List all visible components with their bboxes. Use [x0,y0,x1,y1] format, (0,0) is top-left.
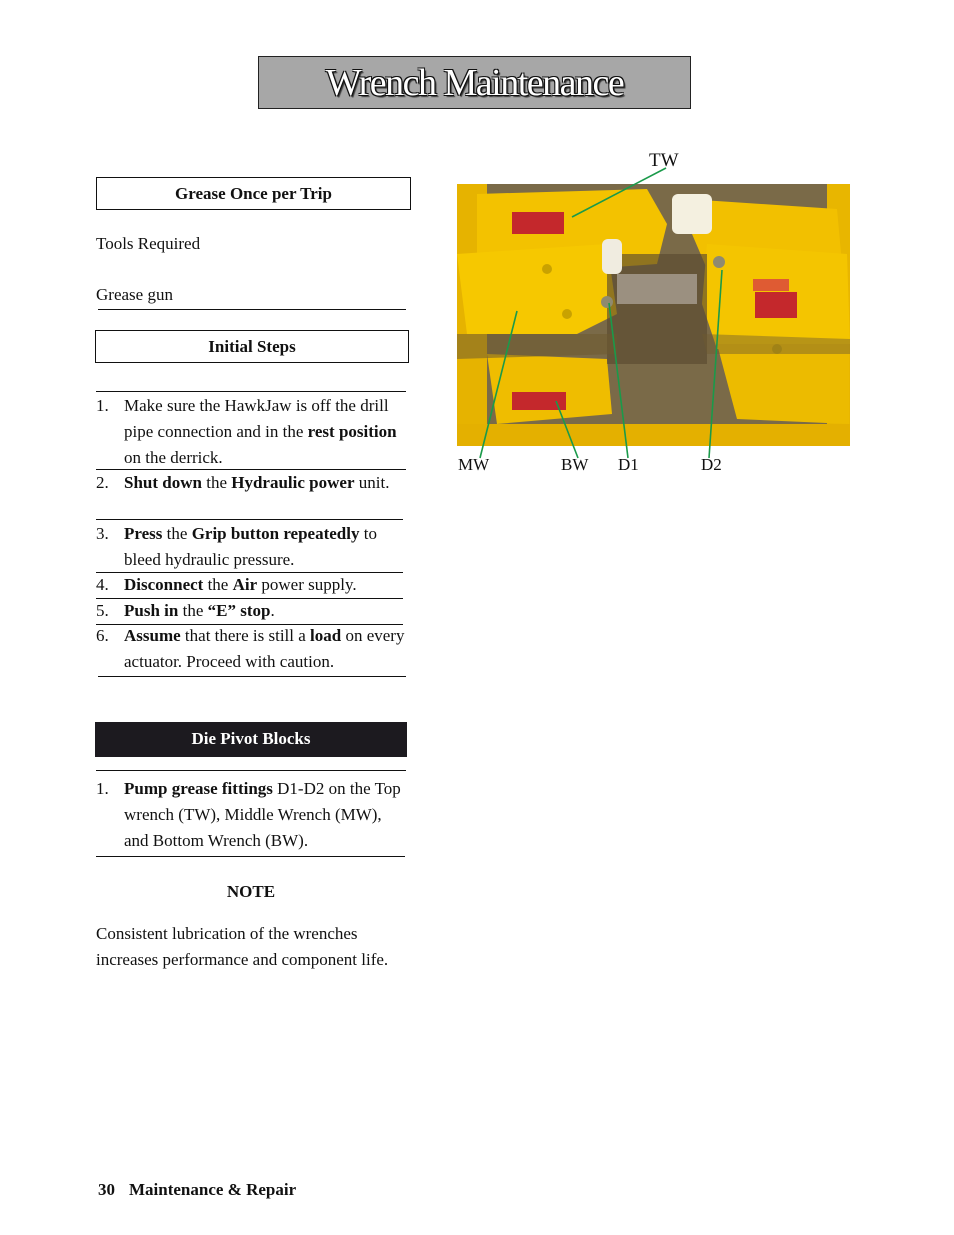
divider [96,856,405,857]
step-emphasis: Push in [124,601,179,620]
step-fragment: that there is still a [180,626,311,645]
label-tw: TW [649,150,679,171]
step-emphasis: Air [232,575,258,594]
step-emphasis: Disconnect [124,575,204,594]
step-text [124,776,406,854]
step-emphasis: Hydraulic power [231,473,355,492]
step-fragment: Make sure the HawkJaw is off the drill pipe connection and in the [124,396,389,441]
step-fragment: on every actuator. Proceed with caution. [124,626,405,671]
page-number: 30 [98,1180,115,1199]
label-d1: D1 [618,455,639,474]
grease-section-header: Grease Once per Trip [96,177,411,210]
step-emphasis: load [310,626,342,645]
step-emphasis: Press [124,524,163,543]
step-text [124,393,406,471]
divider [96,770,406,771]
step-fragment: . [270,601,275,620]
step-number: 6. [96,626,109,645]
step-emphasis: rest position [307,422,397,441]
step-fragment: the [178,601,208,620]
note-header: NOTE [226,882,276,901]
step-text [124,572,406,598]
page-footer [98,1180,296,1200]
step-number: 1. [96,779,109,798]
step-emphasis: Pump grease fittings [124,779,273,798]
step-fragment: to bleed hydraulic pressure. [124,524,377,569]
step-emphasis: “E” stop [207,601,271,620]
wrench-photo [457,184,850,446]
label-bw: BW [561,455,589,474]
note-text: Consistent lubrication of the wrenches increases performance and component life. [96,924,389,969]
step-number: 5. [96,601,109,620]
divider [98,676,406,677]
divider [98,309,406,310]
step-emphasis: Assume [124,626,181,645]
step-text [124,470,406,496]
step-fragment: on the derrick. [124,448,223,467]
label-mw: MW [458,455,490,474]
step-text [124,521,406,573]
tools-required-label: Tools Required [96,234,201,253]
step-number: 4. [96,575,109,594]
die-pivot-header: Die Pivot Blocks [95,722,407,757]
step-fragment: the [162,524,192,543]
tool-grease-gun: Grease gun [96,285,173,304]
footer-section: Maintenance & Repair [129,1180,297,1199]
step-fragment: the [203,575,233,594]
step-fragment: power supply. [257,575,357,594]
initial-steps-header: Initial Steps [95,330,409,363]
page-title: Wrench Maintenance [325,61,624,104]
divider [96,519,403,520]
page-title-box [258,56,691,109]
step-number: 3. [96,524,109,543]
step-fragment: unit. [354,473,390,492]
step-text [124,598,406,624]
divider [96,391,406,392]
step-emphasis: Shut down [124,473,202,492]
step-emphasis: Grip button repeatedly [191,524,360,543]
label-d2: D2 [701,455,722,474]
step-fragment: D1-D2 on the Top wrench (TW), Middle Wrench (MW), and Bottom Wrench (BW). [124,779,401,850]
step-number: 2. [96,473,109,492]
step-number: 1. [96,396,109,415]
step-fragment: the [201,473,232,492]
wrench-illustration [457,184,850,446]
step-text [124,623,406,675]
